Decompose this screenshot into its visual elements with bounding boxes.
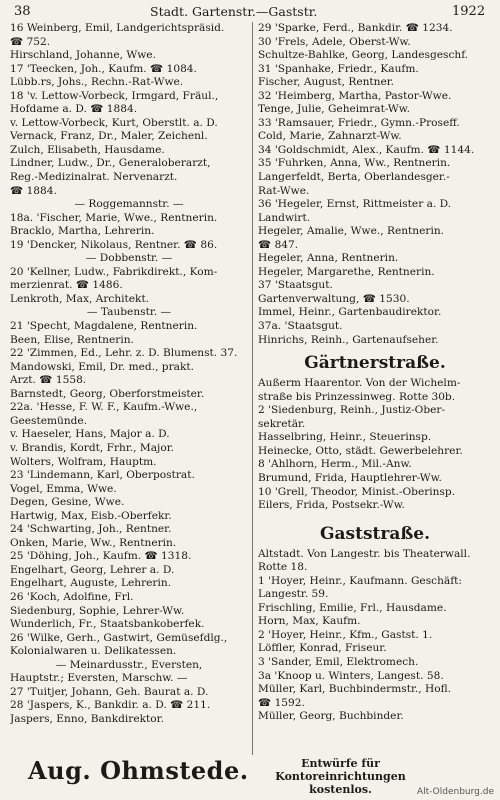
entry-line: Hinrichs, Reinh., Gartenaufseher. <box>258 333 439 346</box>
entry-line: Jaspers, Enno, Bankdirektor. <box>10 712 164 725</box>
entry-line: Frischling, Emilie, Frl., Hausdame. <box>258 601 447 614</box>
entry-line: ☎ 752. <box>10 35 51 48</box>
entry-line: 10 'Grell, Theodor, Minist.-Oberinsp. <box>258 485 456 498</box>
entry-line: 30 'Frels, Adele, Oberst-Ww. <box>258 35 411 48</box>
entry-line: Horn, Max, Kaufm. <box>258 615 361 628</box>
entry-line: Wunderlich, Fr., Staatsbankoberfek. <box>10 618 205 631</box>
entry-line: Gartenverwaltung, ☎ 1530. <box>258 292 410 305</box>
entry-line: Lübb.rs, Johs., Rechn.-Rat-Wwe. <box>10 76 184 89</box>
entry-line: ☎ 847. <box>258 238 299 251</box>
entry-line: 27 'Tuitjer, Johann, Geh. Baurat a. D. <box>10 685 209 698</box>
advertiser-name: Aug. Ohmstede. <box>28 756 249 785</box>
entry-line: 2 'Hoyer, Heinr., Kfm., Gastst. 1. <box>258 628 433 641</box>
entry-line: 3 'Sander, Emil, Elektromech. <box>258 655 419 668</box>
advertisement-text <box>238 757 443 796</box>
entry-line: 33 'Ramsauer, Friedr., Gymn.-Proseff. <box>258 116 460 129</box>
entry-line: Kolonialwaren u. Delikatessen. <box>10 645 177 658</box>
entry-line: Landwirt. <box>258 211 311 224</box>
entry-line: Hirschland, Johanne, Wwe. <box>10 49 156 62</box>
entry-line: Brumund, Frida, Hauptlehrer-Ww. <box>258 471 442 484</box>
entry-line: Hegeler, Margarethe, Rentnerin. <box>258 265 435 278</box>
entry-line: Cold, Marie, Zahnarzt-Ww. <box>258 130 402 143</box>
entry-line: 22 'Zimmen, Ed., Lehr. z. D. Blumenst. 37. <box>10 347 238 360</box>
entry-line: Rat-Wwe. <box>258 184 310 197</box>
entry-line: Vogel, Emma, Wwe. <box>10 482 117 495</box>
entry-line: Been, Elise, Rentnerin. <box>10 333 134 346</box>
entry-line: 26 'Wilke, Gerh., Gastwirt, Gemüsefdlg., <box>10 631 228 644</box>
ad-line-1: Entwürfe für Kontoreinrichtungen <box>275 757 406 783</box>
entry-line: Immel, Heinr., Gartenbaudirektor. <box>258 306 442 319</box>
entry-line: Vernack, Franz, Dr., Maler, Zeichenl. <box>10 130 208 143</box>
entry-line: 32 'Heimberg, Martha, Pastor-Wwe. <box>258 89 452 102</box>
entry-line: Onken, Marie, Ww., Rentnerin. <box>10 536 177 549</box>
entry-line: Müller, Karl, Buchbindermstr., Hofl. <box>258 683 452 696</box>
entry-line: v. Brandis, Kordt, Frhr., Major. <box>10 441 174 454</box>
entry-line: Bracklo, Martha, Lehrerin. <box>10 225 155 238</box>
entry-line: 2 'Siedenburg, Reinh., Justiz-Ober- <box>258 404 446 417</box>
entry-line: Langerfeldt, Berta, Oberlandesger.- <box>258 171 450 184</box>
entry-line: Hauptstr.; Eversten, Marschw. — <box>10 672 188 685</box>
entry-line: 37 'Staatsgut. <box>258 279 333 292</box>
entry-line: Arzt. ☎ 1558. <box>10 374 87 387</box>
entry-line: 35 'Fuhrken, Anna, Ww., Rentnerin. <box>258 157 451 170</box>
entry-line: Außerm Haarentor. Von der Wichelm- <box>258 377 461 390</box>
gaststrasse-heading: Gaststraße. <box>319 523 430 544</box>
entry-line: Hofdame a. D. ☎ 1884. <box>10 103 138 116</box>
entry-line: 1 'Hoyer, Heinr., Kaufmann. Geschäft: <box>258 574 462 587</box>
entry-line: — Taubenstr. — <box>86 306 172 319</box>
column-divider <box>252 22 253 755</box>
entry-line: — Roggemannstr. — <box>74 198 184 211</box>
entry-line: 36 'Hegeler, Ernst, Rittmeister a. D. <box>258 198 452 211</box>
running-title: Stadt. Gartenstr.—Gaststr. <box>150 4 318 19</box>
year-label: 1922 <box>452 4 486 19</box>
entry-line: 18 'v. Lettow-Vorbeck, Irmgard, Fräul., <box>10 89 219 102</box>
entry-line: Barnstedt, Georg, Oberforstmeister. <box>10 387 205 400</box>
entry-line: Zulch, Elisabeth, Hausdame. <box>10 143 165 156</box>
entry-line: Degen, Gesine, Wwe. <box>10 496 125 509</box>
entry-line: Engelhart, Auguste, Lehrerin. <box>10 577 172 590</box>
entry-line: Geestemünde. <box>10 414 88 427</box>
entry-line: straße bis Prinzessinweg. Rotte 30b. <box>258 390 456 403</box>
entry-line: Hegeler, Anna, Rentnerin. <box>258 252 399 265</box>
entry-line: Hartwig, Max, Eisb.-Oberfekr. <box>10 509 172 522</box>
entry-line: 17 'Teecken, Joh., Kaufm. ☎ 1084. <box>10 62 197 75</box>
gaertnerstrasse-entries <box>258 377 492 512</box>
entry-line: 29 'Sparke, Ferd., Bankdir. ☎ 1234. <box>258 22 453 34</box>
watermark: Alt-Oldenburg.de <box>416 787 494 797</box>
entry-line: — Meinardusstr., Eversten, <box>55 658 203 671</box>
gaertnerstrasse-heading: Gärtnerstraße. <box>304 353 446 374</box>
entry-line: ☎ 1592. <box>258 696 305 709</box>
entry-line: 34 'Goldschmidt, Alex., Kaufm. ☎ 1144. <box>258 143 475 156</box>
entry-line: 19 'Dencker, Nikolaus, Rentner. ☎ 86. <box>10 238 218 251</box>
entry-line: Heinecke, Otto, städt. Gewerbelehrer. <box>258 444 463 457</box>
entry-line: v. Haeseler, Hans, Major a. D. <box>10 428 170 441</box>
left-column <box>10 22 248 726</box>
page-number: 38 <box>14 4 31 19</box>
entry-line: Wolters, Wolfram, Hauptm. <box>10 455 157 468</box>
entry-line: v. Lettow-Vorbeck, Kurt, Oberstlt. a. D. <box>10 116 218 129</box>
entry-line: Siedenburg, Sophie, Lehrer-Ww. <box>10 604 185 617</box>
entry-line: 23 'Lindemann, Karl, Oberpostrat. <box>10 469 195 482</box>
entry-line: Lenkroth, Max, Architekt. <box>10 292 150 305</box>
entry-line: Engelhart, Georg, Lehrer a. D. <box>10 563 175 576</box>
entry-line: ☎ 1884. <box>10 184 57 197</box>
entry-line: Hasselbring, Heinr., Steuerinsp. <box>258 431 432 444</box>
entry-line: 24 'Schwarting, Joh., Rentner. <box>10 523 172 536</box>
entry-line: Löffler, Konrad, Friseur. <box>258 642 387 655</box>
entry-line: 3a 'Knoop u. Winters, Langest. 58. <box>258 669 444 682</box>
ad-line-2: kostenlos. <box>309 783 372 796</box>
entry-line: 25 'Döhing, Joh., Kaufm. ☎ 1318. <box>10 550 192 563</box>
entry-line: 22a. 'Hesse, F. W. F., Kaufm.-Wwe., <box>10 401 198 414</box>
entry-line: 28 'Jaspers, K., Bankdir. a. D. ☎ 211. <box>10 699 211 712</box>
entry-line: 16 Weinberg, Emil, Landgerichtspräsid. <box>10 22 225 34</box>
entry-line: Lindner, Ludw., Dr., Generaloberarzt, <box>10 157 211 170</box>
entry-line: Eilers, Frida, Postsekr.-Ww. <box>258 499 405 512</box>
entry-line: 8 'Ahlhorn, Herm., Mil.-Anw. <box>258 458 412 471</box>
entry-line: Tenge, Julie, Geheimrat-Ww. <box>258 103 410 116</box>
entry-line: Schultze-Bahlke, Georg, Landesgeschf. <box>258 49 469 62</box>
right-column-entries <box>258 22 492 347</box>
entry-line: Mandowski, Emil, Dr. med., prakt. <box>10 360 195 373</box>
entry-line: Fischer, August, Rentner. <box>258 76 395 89</box>
entry-line: Reg.-Medizinalrat. Nervenarzt. <box>10 171 178 184</box>
entry-line: 37a. 'Staatsgut. <box>258 320 343 333</box>
entry-line: 20 'Kellner, Ludw., Fabrikdirekt., Kom- <box>10 265 218 278</box>
entry-line: Langestr. 59. <box>258 588 329 601</box>
entry-line: Hegeler, Amalie, Wwe., Rentnerin. <box>258 225 445 238</box>
entry-line: merzienrat. ☎ 1486. <box>10 279 123 292</box>
entry-line: 26 'Koch, Adolfine, Frl. <box>10 590 134 603</box>
entry-line: — Dobbenstr. — <box>85 252 173 265</box>
entry-line: Altstadt. Von Langestr. bis Theaterwall. <box>258 547 471 560</box>
entry-line: Müller, Georg, Buchbinder. <box>258 710 404 723</box>
entry-line: Rotte 18. <box>258 561 308 574</box>
gaststrasse-entries <box>258 548 492 724</box>
entry-line: 31 'Spanhake, Friedr., Kaufm. <box>258 62 419 75</box>
entry-line: sekretär. <box>258 417 306 430</box>
entry-line: 18a. 'Fischer, Marie, Wwe., Rentnerin. <box>10 211 218 224</box>
right-column <box>258 22 492 724</box>
entry-line: 21 'Specht, Magdalene, Rentnerin. <box>10 320 198 333</box>
